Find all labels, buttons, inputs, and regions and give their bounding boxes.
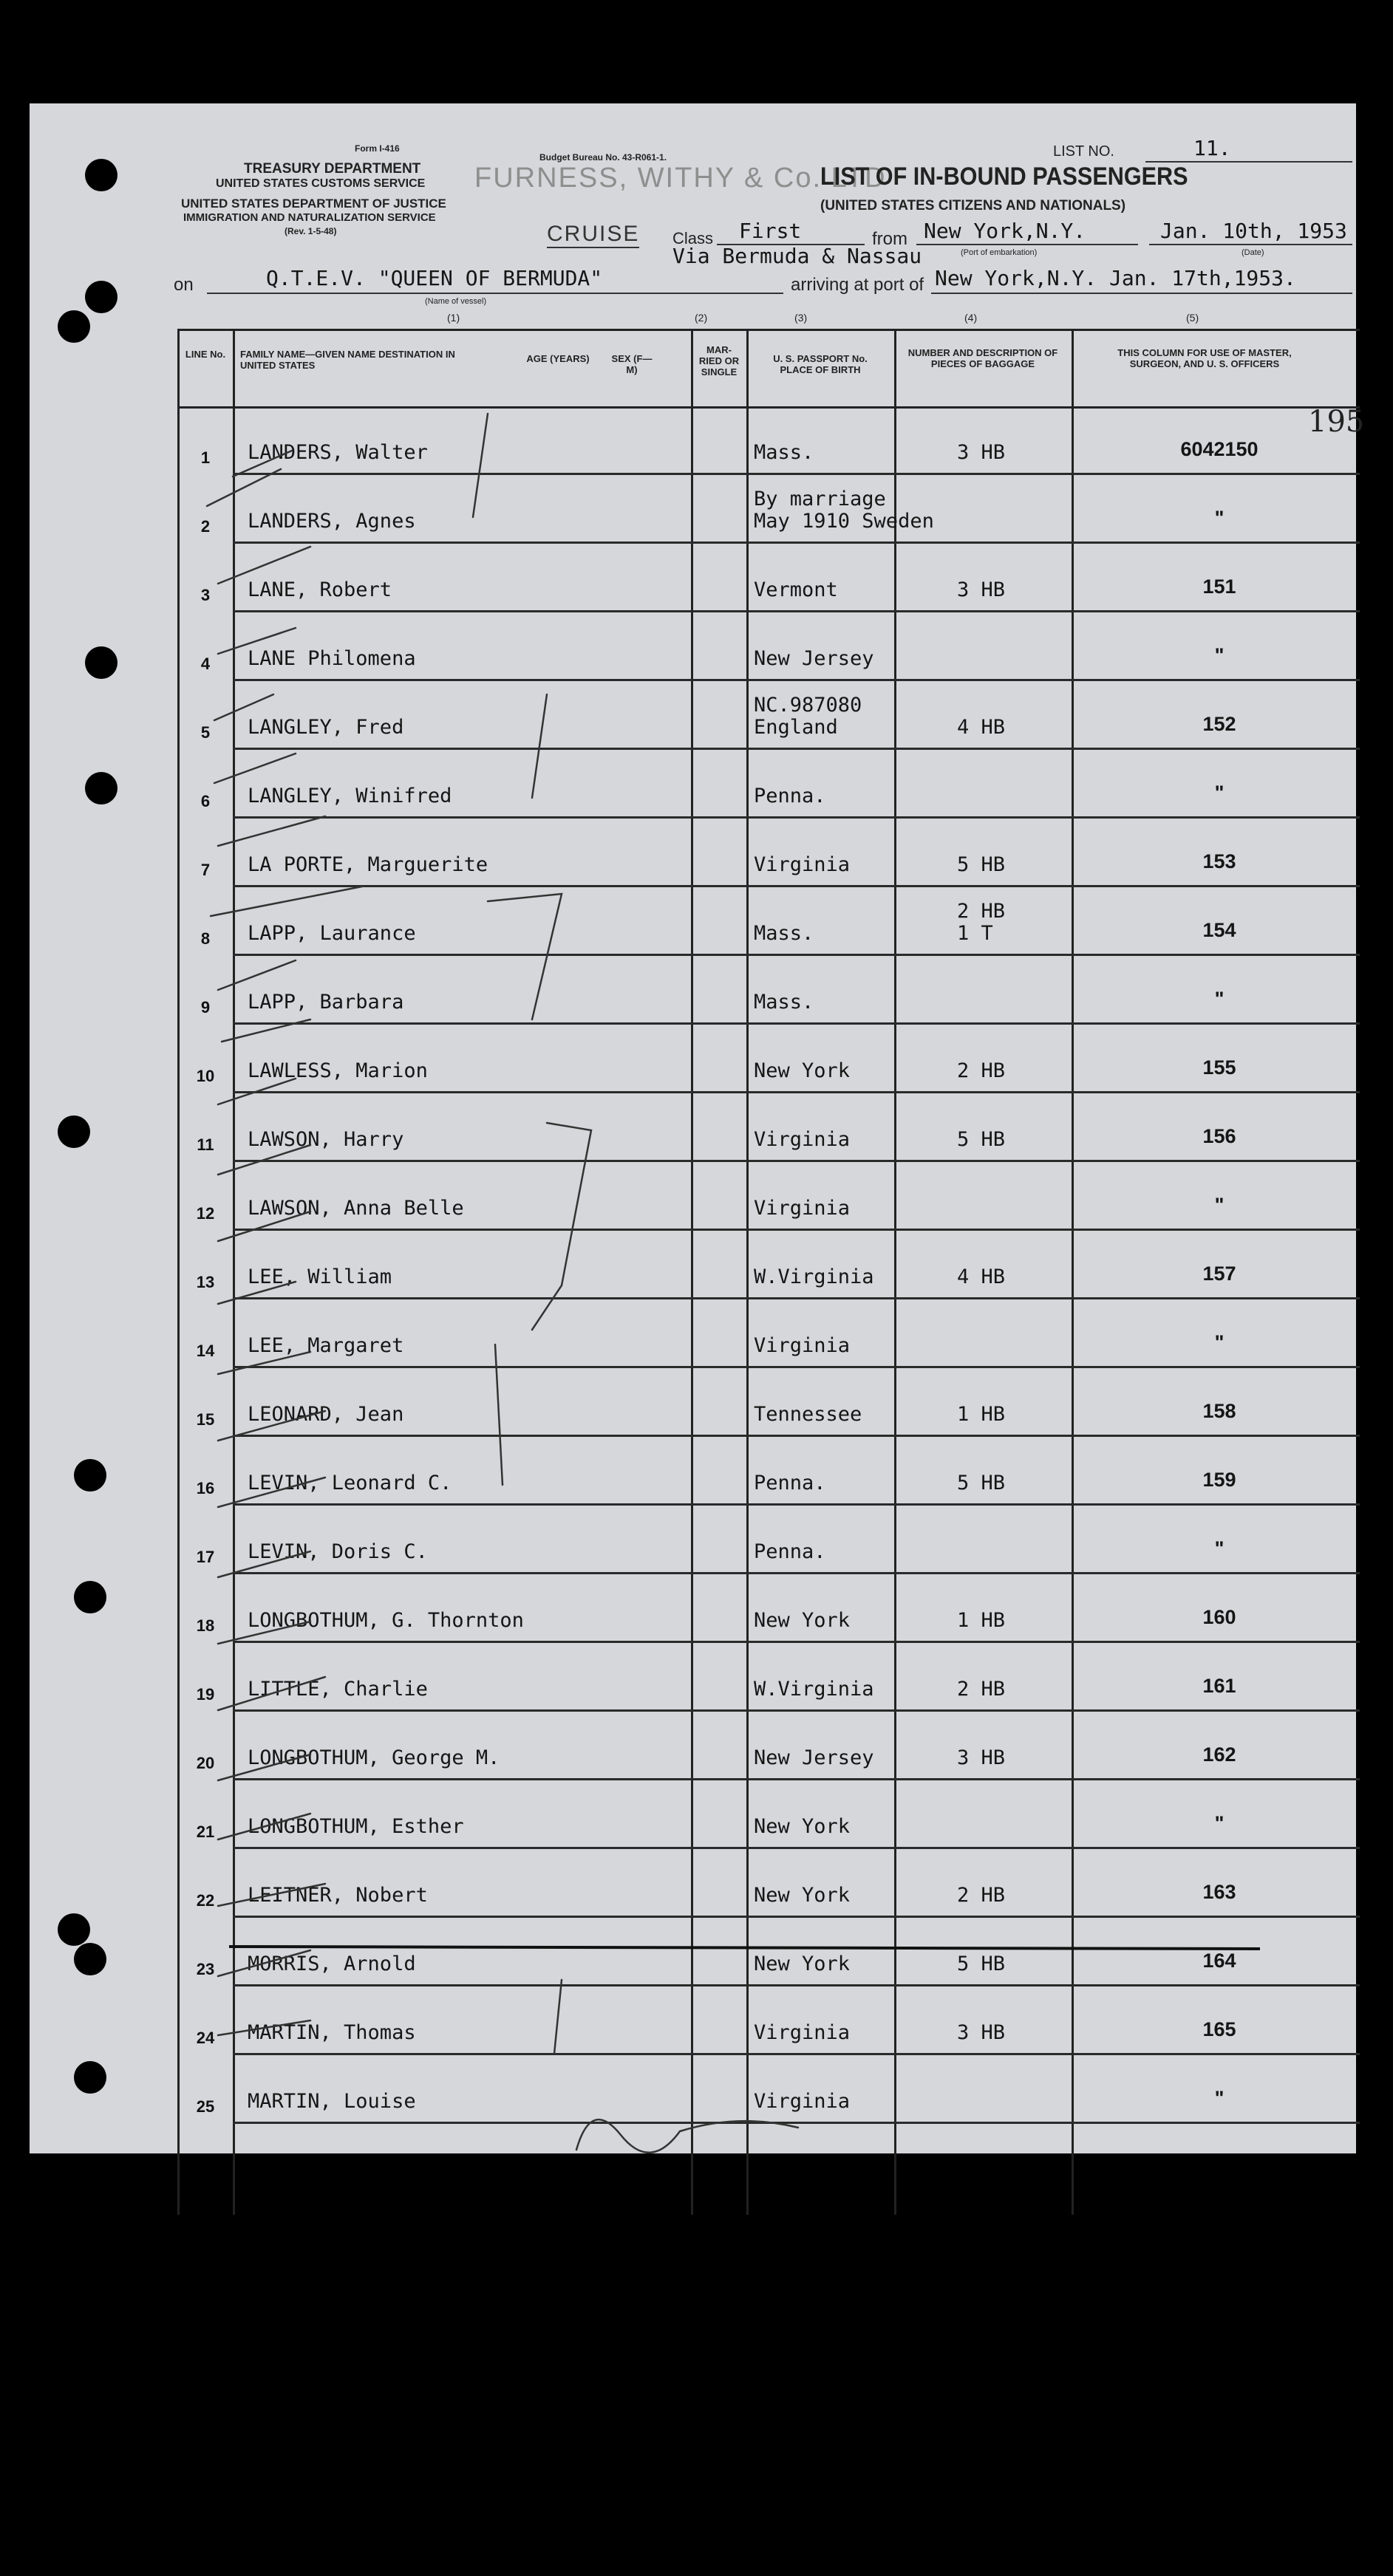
baggage-count: 5 HB — [957, 1953, 1006, 1975]
officer-number: " — [1214, 782, 1225, 804]
checkmark — [218, 1282, 296, 1304]
place-of-birth: New Jersey — [754, 1746, 874, 1769]
place-of-birth: Virginia — [754, 2090, 851, 2113]
baggage-count: 3 HB — [957, 1746, 1006, 1769]
line-number: 10 — [196, 1067, 215, 1085]
place-of-birth: Mass. — [754, 922, 814, 945]
passenger-name: LEE, William — [248, 1265, 392, 1288]
passenger-name: LEE, Margaret — [248, 1334, 404, 1357]
baggage-count: 3 HB — [957, 578, 1006, 601]
passenger-name: LITTLE, Charlie — [248, 1678, 428, 1701]
header-baggage: NUMBER AND DESCRIPTION OF PIECES OF BAGGAGE — [907, 347, 1058, 369]
passenger-name: LONGBOTHUM, Esther — [248, 1815, 464, 1838]
passenger-name: LAWSON, Harry — [248, 1128, 404, 1151]
place-of-birth: New York — [754, 1609, 851, 1632]
header-officers: THIS COLUMN FOR USE OF MASTER, SURGEON, AND U. S. OFFICERS — [1117, 347, 1292, 369]
cruise-stamp: CRUISE — [547, 222, 639, 248]
vessel-caption: (Name of vessel) — [425, 297, 487, 306]
treasury-department: TREASURY DEPARTMENT — [244, 161, 421, 177]
checkmark — [218, 547, 310, 584]
checkmark — [218, 1622, 310, 1644]
officer-number: " — [1214, 1537, 1225, 1559]
budget-bureau-number: Budget Bureau No. 43-R061-1. — [539, 152, 667, 163]
line-number: 1 — [200, 448, 211, 467]
column-number-1: (1) — [447, 312, 460, 324]
embarkation-port: New York,N.Y. — [924, 219, 1086, 243]
strikethrough-line — [229, 1947, 1260, 1949]
line-number: 16 — [196, 1479, 215, 1497]
pen-mark — [554, 1980, 562, 2054]
checkmark — [218, 1477, 325, 1507]
checkmark — [218, 1079, 296, 1104]
place-of-birth: W.Virginia — [754, 1265, 874, 1288]
checkmark — [233, 451, 292, 476]
list-number: 11. — [1193, 136, 1231, 160]
arrival-port-date: New York,N.Y. Jan. 17th,1953. — [935, 266, 1296, 290]
officer-number: " — [1214, 644, 1225, 666]
from-label: from — [872, 229, 907, 249]
baggage-count: 2 HB — [957, 1059, 1006, 1082]
passenger-name: LONGBOTHUM, George M. — [248, 1746, 500, 1769]
officer-number: " — [1214, 2087, 1225, 2109]
officer-number: " — [1214, 1812, 1225, 1834]
place-of-birth: New York — [754, 1059, 851, 1082]
line-number: 24 — [196, 2029, 215, 2047]
officer-number: 6042150 — [1180, 438, 1259, 460]
route-via: Via Bermuda & Nassau — [672, 244, 922, 268]
place-of-birth: Mass. — [754, 991, 814, 1014]
passenger-name: LANDERS, Walter — [248, 441, 428, 464]
baggage-count: 2 HB — [957, 900, 1006, 923]
form-number: Form I-416 — [355, 143, 400, 154]
date-caption: (Date) — [1242, 248, 1264, 257]
line-number: 22 — [196, 1891, 215, 1910]
line-number: 21 — [196, 1822, 215, 1841]
column-number-5: (5) — [1186, 312, 1199, 324]
header-age: AGE (YEARS) — [526, 353, 590, 364]
officer-number: 159 — [1202, 1469, 1236, 1491]
line-number: 6 — [200, 792, 211, 810]
line-number: 5 — [200, 723, 211, 742]
line-number: 18 — [196, 1616, 215, 1635]
line-number: 2 — [200, 517, 211, 536]
pen-signature — [576, 2119, 798, 2153]
header-married: MAR- RIED OR SINGLE — [698, 344, 740, 377]
line-number: 9 — [200, 998, 211, 1017]
place-of-birth: NC.987080 — [754, 694, 862, 717]
passenger-name: LEVIN, Doris C. — [248, 1540, 428, 1563]
line-number: 3 — [200, 586, 211, 604]
column-number-4: (4) — [964, 312, 978, 324]
passenger-name: LAWSON, Anna Belle — [248, 1197, 464, 1220]
manifest-title: LIST OF IN-BOUND PASSENGERS — [820, 163, 1188, 191]
embarkation-caption: (Port of embarkation) — [961, 248, 1038, 257]
place-of-birth: Virginia — [754, 1128, 851, 1151]
place-of-birth: New York — [754, 1815, 851, 1838]
passenger-name: LANGLEY, Fred — [248, 716, 404, 739]
checkmark — [218, 1411, 325, 1441]
pen-mark — [495, 1345, 503, 1485]
place-of-birth: W.Virginia — [754, 1678, 874, 1701]
departure-date: Jan. 10th, 1953 — [1160, 219, 1347, 243]
officer-number: 156 — [1202, 1125, 1236, 1147]
officer-number: 151 — [1202, 575, 1236, 598]
line-number: 20 — [196, 1754, 215, 1772]
checkmark — [218, 1814, 310, 1839]
baggage-count: 5 HB — [957, 1472, 1006, 1494]
officer-number: " — [1214, 507, 1225, 529]
shipping-company-stamp: FURNESS, WITHY & Co. LTD — [474, 163, 887, 194]
place-of-birth: By marriage — [754, 488, 886, 510]
officer-number: 165 — [1202, 2018, 1236, 2040]
arriving-label: arriving at port of — [791, 275, 924, 295]
officer-number: 154 — [1202, 919, 1236, 941]
manifest-subtitle: (UNITED STATES CITIZENS AND NATIONALS) — [820, 198, 1126, 213]
baggage-count: 4 HB — [957, 1265, 1006, 1288]
place-of-birth: Virginia — [754, 1197, 851, 1220]
baggage-count: 2 HB — [957, 1884, 1006, 1907]
place-of-birth: Mass. — [754, 441, 814, 464]
passenger-name: LONGBOTHUM, G. Thornton — [248, 1609, 524, 1632]
checkmark — [218, 2020, 310, 2035]
place-of-birth: Virginia — [754, 853, 851, 876]
pen-mark — [532, 1123, 591, 1330]
checkmark — [214, 694, 273, 720]
checkmark — [218, 1950, 310, 1976]
header-line-no: LINE No. — [185, 349, 226, 360]
header-passport: U. S. PASSPORT No. PLACE OF BIRTH — [773, 353, 868, 375]
officer-number: 158 — [1202, 1400, 1236, 1422]
vessel-name: Q.T.E.V. "QUEEN OF BERMUDA" — [266, 266, 603, 290]
baggage-count: 1 HB — [957, 1609, 1006, 1632]
officer-number: 161 — [1202, 1675, 1236, 1697]
baggage-count: 5 HB — [957, 853, 1006, 876]
customs-service: UNITED STATES CUSTOMS SERVICE — [216, 177, 426, 190]
class-label: Class — [672, 229, 714, 247]
passenger-name: LANE Philomena — [248, 647, 416, 670]
checkmark — [211, 886, 362, 916]
passenger-name: LEVIN, Leonard C. — [248, 1472, 452, 1494]
officer-number: 157 — [1202, 1263, 1236, 1285]
passenger-name: LAPP, Laurance — [248, 922, 416, 945]
pen-mark — [532, 694, 547, 798]
passenger-name: LEITNER, Nobert — [248, 1884, 428, 1907]
line-number: 8 — [200, 929, 211, 948]
checkmark — [222, 1019, 310, 1042]
pen-checkmarks — [30, 103, 1356, 2153]
officer-number: 160 — [1202, 1606, 1236, 1628]
baggage-count: 3 HB — [957, 441, 1006, 464]
place-of-birth: Penna. — [754, 785, 826, 807]
place-of-birth: Vermont — [754, 578, 838, 601]
officer-number: 162 — [1202, 1743, 1236, 1766]
passenger-name: LANDERS, Agnes — [248, 510, 416, 533]
baggage-count: 5 HB — [957, 1128, 1006, 1151]
place-of-birth-line2: England — [754, 716, 838, 739]
line-number: 11 — [197, 1135, 214, 1154]
passenger-name: MARTIN, Louise — [248, 2090, 416, 2113]
checkmark — [218, 1352, 310, 1374]
baggage-count: 1 HB — [957, 1403, 1006, 1426]
officer-number: 163 — [1202, 1881, 1236, 1903]
passenger-name: LA PORTE, Marguerite — [248, 853, 488, 876]
manifest-sheet — [30, 103, 1365, 2153]
page-stamp-number: 195 — [1308, 405, 1365, 439]
baggage-count: 4 HB — [957, 716, 1006, 739]
officer-number: 153 — [1202, 850, 1236, 872]
list-number-label: LIST NO. — [1053, 143, 1114, 160]
on-label: on — [174, 275, 194, 295]
pen-mark — [473, 414, 488, 517]
checkmark — [218, 1145, 310, 1175]
checkmark — [218, 816, 325, 846]
department-of-justice: UNITED STATES DEPARTMENT OF JUSTICE — [181, 197, 446, 211]
checkmark — [207, 469, 281, 506]
place-of-birth: Virginia — [754, 1334, 851, 1357]
pen-mark — [488, 894, 562, 1019]
line-number: 15 — [196, 1410, 215, 1429]
line-number: 17 — [196, 1548, 215, 1566]
baggage-count: 3 HB — [957, 2021, 1006, 2044]
passenger-name: MORRIS, Arnold — [248, 1953, 416, 1975]
place-of-birth: Penna. — [754, 1472, 826, 1494]
class-value: First — [739, 219, 802, 243]
checkmark — [218, 1884, 325, 1906]
line-number: 23 — [196, 1960, 215, 1978]
place-of-birth: New York — [754, 1884, 851, 1907]
checkmark — [218, 1677, 325, 1710]
header-name: FAMILY NAME—GIVEN NAME DESTINATION IN UNITED STATES — [240, 349, 455, 371]
baggage-count-line2: 1 T — [957, 922, 993, 945]
passenger-name: LAWLESS, Marion — [248, 1059, 428, 1082]
checkmark — [218, 1755, 310, 1780]
officer-number: " — [1214, 1194, 1225, 1216]
passenger-name: LEONARD, Jean — [248, 1403, 404, 1426]
checkmark — [214, 754, 296, 783]
column-number-3: (3) — [794, 312, 808, 324]
column-number-2: (2) — [695, 312, 708, 324]
passenger-name: MARTIN, Thomas — [248, 2021, 416, 2044]
place-of-birth: New Jersey — [754, 647, 874, 670]
line-number: 13 — [196, 1273, 215, 1291]
checkmark — [218, 1551, 310, 1577]
header-sex: SEX (F—M) — [611, 353, 653, 375]
checkmark — [218, 1212, 310, 1241]
checkmark — [218, 628, 296, 654]
place-of-birth: Penna. — [754, 1540, 826, 1563]
place-of-birth: New York — [754, 1953, 851, 1975]
line-number: 12 — [196, 1204, 215, 1223]
line-number: 25 — [196, 2097, 215, 2116]
place-of-birth-line2: May 1910 Sweden — [754, 510, 934, 533]
passenger-name: LAPP, Barbara — [248, 991, 404, 1014]
officer-number: " — [1214, 988, 1225, 1010]
passenger-name: LANE, Robert — [248, 578, 392, 601]
line-number: 7 — [200, 861, 211, 879]
officer-number: 152 — [1202, 713, 1236, 735]
officer-number: " — [1214, 1331, 1225, 1353]
ins-service: IMMIGRATION AND NATURALIZATION SERVICE — [183, 211, 436, 224]
baggage-count: 2 HB — [957, 1678, 1006, 1701]
officer-number: 164 — [1202, 1950, 1236, 1972]
line-number: 14 — [196, 1342, 215, 1360]
place-of-birth: Tennessee — [754, 1403, 862, 1426]
line-number: 19 — [196, 1685, 215, 1704]
passenger-name: LANGLEY, Winifred — [248, 785, 452, 807]
officer-number: 155 — [1202, 1056, 1236, 1079]
checkmark — [218, 960, 296, 990]
form-revision: (Rev. 1-5-48) — [285, 226, 337, 236]
line-number: 4 — [200, 655, 211, 673]
place-of-birth: Virginia — [754, 2021, 851, 2044]
